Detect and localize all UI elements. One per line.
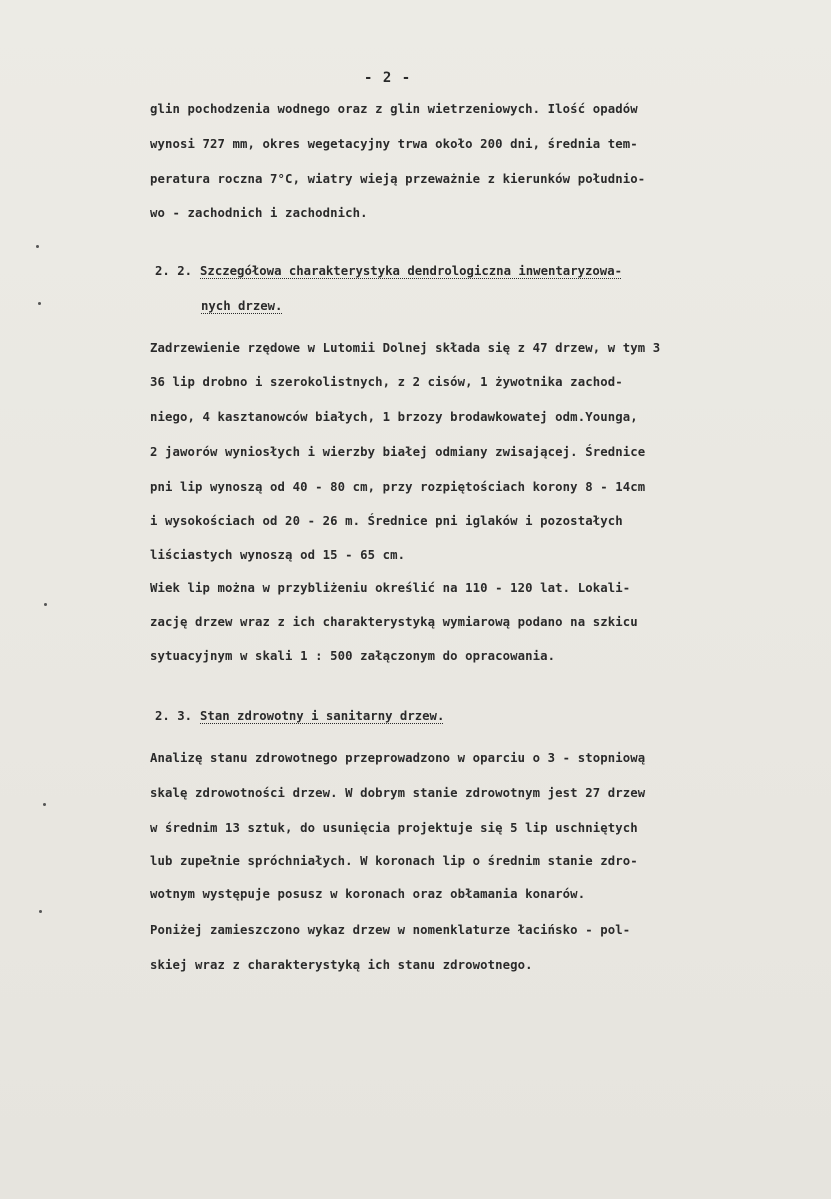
text-line: i wysokościach od 20 - 26 m. Średnice pni iglaków i pozostałych [150, 514, 623, 528]
section-number: 2. 3. [155, 709, 193, 723]
text-line: wo - zachodnich i zachodnich. [150, 206, 368, 220]
section-title: Szczegółowa charakterystyka dendrologiczna inwentaryzowa- [200, 264, 623, 278]
text-line: pni lip wynoszą od 40 - 80 cm, przy rozpiętościach korony 8 - 14cm [150, 480, 646, 494]
text-line: wotnym występuje posusz w koronach oraz obłamania konarów. [150, 887, 586, 901]
text-line: 2 jaworów wyniosłych i wierzby białej odmiany zwisającej. Średnice [150, 445, 646, 459]
text-line: glin pochodzenia wodnego oraz z glin wietrzeniowych. Ilość opadów [150, 102, 638, 116]
text-line: skalę zdrowotności drzew. W dobrym stanie zdrowotnym jest 27 drzew [150, 786, 646, 800]
text-line: Zadrzewienie rzędowe w Lutomii Dolnej składa się z 47 drzew, w tym 3 [150, 341, 661, 355]
text-line: Poniżej zamieszczono wykaz drzew w nomenklaturze łacińsko - pol- [150, 923, 631, 937]
text-line: Wiek lip można w przybliżeniu określić na 110 - 120 lat. Lokali- [150, 581, 631, 595]
text-line: Analizę stanu zdrowotnego przeprowadzono w oparciu o 3 - stopniową [150, 751, 646, 765]
margin-speck [38, 302, 41, 305]
margin-speck [39, 910, 42, 913]
text-line: lub zupełnie spróchniałych. W koronach lip o średnim stanie zdro- [150, 854, 638, 868]
text-line: skiej wraz z charakterystyką ich stanu zdrowotnego. [150, 958, 533, 972]
page-number: - 2 - [364, 70, 412, 86]
section-number: 2. 2. [155, 264, 193, 278]
margin-speck [36, 245, 39, 248]
margin-speck [44, 603, 47, 606]
margin-speck [43, 803, 46, 806]
text-line: zację drzew wraz z ich charakterystyką wymiarową podano na szkicu [150, 615, 638, 629]
text-line: 36 lip drobno i szerokolistnych, z 2 cisów, 1 żywotnika zachod- [150, 375, 623, 389]
text-line: w średnim 13 sztuk, do usunięcia projektuje się 5 lip uschniętych [150, 821, 638, 835]
text-line: liściastych wynoszą od 15 - 65 cm. [150, 548, 406, 562]
section-title: Stan zdrowotny i sanitarny drzew. [200, 709, 445, 723]
text-line: sytuacyjnym w skali 1 : 500 załączonym do opracowania. [150, 649, 556, 663]
text-line: peratura roczna 7°C, wiatry wieją przeważnie z kierunków południo- [150, 172, 646, 186]
section-heading [155, 263, 622, 279]
text-line: wynosi 727 mm, okres wegetacyjny trwa około 200 dni, średnia tem- [150, 137, 638, 151]
text-line: niego, 4 kasztanowców białych, 1 brzozy brodawkowatej odm.Younga, [150, 410, 638, 424]
section-heading [155, 708, 444, 724]
section-heading-continued [201, 298, 282, 314]
section-title-continued: nych drzew. [201, 299, 283, 313]
